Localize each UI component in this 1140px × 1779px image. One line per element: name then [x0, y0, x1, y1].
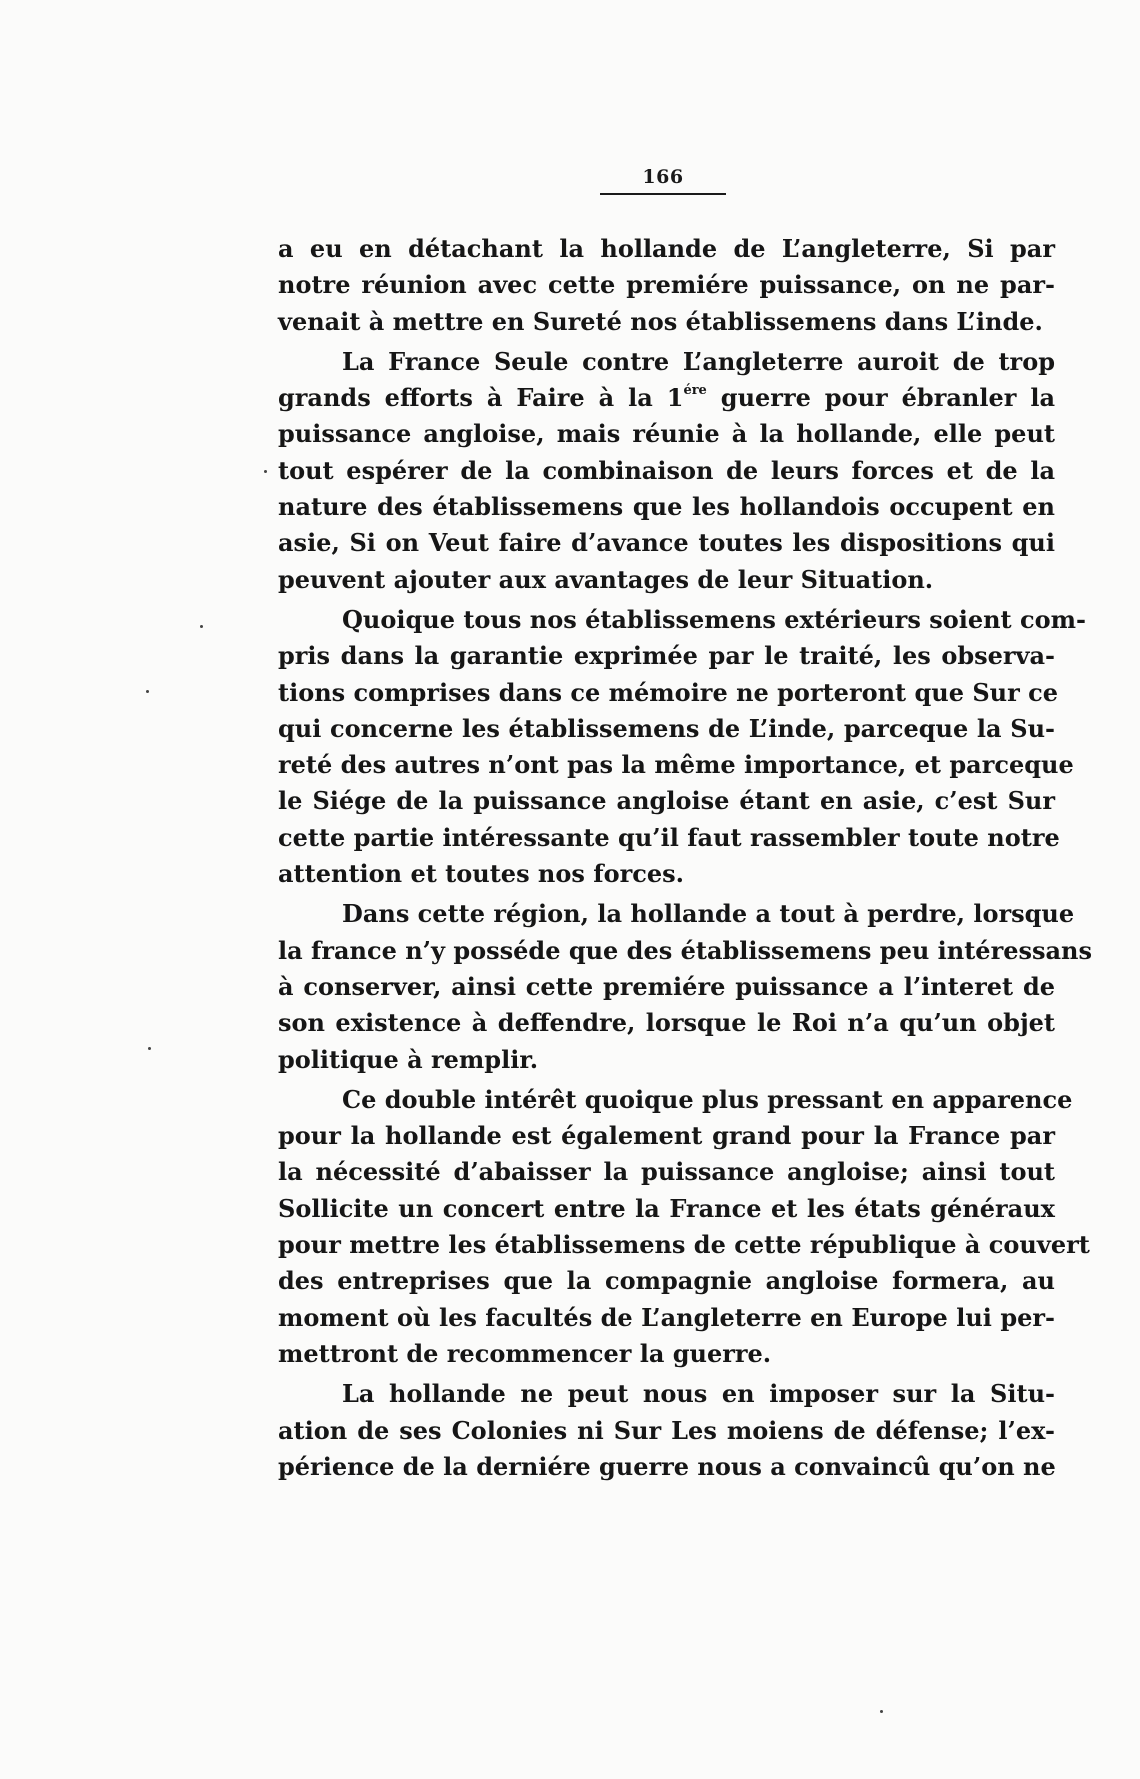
paragraph-2	[278, 344, 1055, 598]
text-segment: puissance angloise, mais réunie à la hollande, elle peut	[278, 419, 1055, 449]
text-line	[278, 562, 1055, 598]
text-line	[278, 344, 1055, 380]
paragraph-5	[278, 1082, 1090, 1372]
text-line: des entreprises que la compagnie angloise formera, au	[278, 1266, 1055, 1296]
page-number: 166	[642, 166, 684, 188]
text-segment: asie, Si on Veut faire d’avance toutes les dispositions qui	[278, 528, 1055, 558]
text-line: Dans cette région, la hollande a tout à perdre, lorsque	[342, 899, 1075, 929]
text-line: Quoique tous nos établissemens extérieurs soient com-	[342, 604, 1086, 634]
paragraph-4	[278, 896, 1093, 1077]
text-line	[278, 380, 1055, 416]
text-line: Ce double intérêt quoique plus pressant en apparence	[342, 1084, 1073, 1114]
text-line: la france n’y posséde que des établissemens peu intéressans	[278, 935, 1093, 965]
superscript-ordinal: ére	[683, 383, 707, 399]
text-line: cette partie intéressante qu’il faut rassembler toute notre	[278, 822, 1060, 852]
text-line: à conserver, ainsi cette premiére puissance a l’interet de	[278, 971, 1055, 1001]
text-line	[278, 489, 1055, 525]
text-line: moment où les facultés de L’angleterre en Europe lui per-	[278, 1302, 1055, 1332]
scan-speck	[880, 1710, 883, 1713]
text-segment: guerre pour ébranler la	[706, 383, 1055, 413]
text-segment: peuvent ajouter aux avantages de leur Situation.	[278, 564, 934, 594]
body-text	[278, 231, 1093, 1489]
text-line: périence de la derniére guerre nous a convaincû qu’on ne	[278, 1451, 1056, 1481]
paragraph-6	[278, 1376, 1055, 1485]
text-segment: tout espérer de la combinaison de leurs forces et de la	[278, 455, 1055, 485]
paragraph-3	[278, 602, 1086, 892]
text-line: tions comprises dans ce mémoire ne porteront que Sur ce	[278, 677, 1058, 707]
scan-speck	[264, 470, 267, 473]
scan-speck	[148, 1047, 151, 1050]
text-line: mettront de recommencer la guerre.	[278, 1338, 772, 1368]
text-line: ation de ses Colonies ni Sur Les moiens de défense; l’ex-	[278, 1415, 1055, 1445]
text-line: La hollande ne peut nous en imposer sur la Situ-	[342, 1379, 1055, 1409]
text-line: pris dans la garantie exprimée par le traité, les observa-	[278, 641, 1055, 671]
text-line: venait à mettre en Sureté nos établissemens dans L’inde.	[278, 306, 1043, 336]
text-line: notre réunion avec cette premiére puissance, on ne par-	[278, 270, 1055, 300]
text-line: Sollicite un concert entre la France et les états généraux	[278, 1193, 1055, 1223]
page-number-rule	[600, 193, 726, 195]
text-line: reté des autres n’ont pas la même importance, et parceque	[278, 750, 1074, 780]
text-line: le Siége de la puissance angloise étant en asie, c’est Sur	[278, 786, 1055, 816]
text-segment: grands efforts à Faire à la 1	[278, 383, 684, 413]
text-line: attention et toutes nos forces.	[278, 859, 684, 889]
text-line	[278, 453, 1055, 489]
text-line: la nécessité d’abaisser la puissance angloise; ainsi tout	[278, 1157, 1055, 1187]
text-line	[278, 416, 1055, 452]
text-line: son existence à deffendre, lorsque le Roi n’a qu’un objet	[278, 1008, 1055, 1038]
text-line: a eu en détachant la hollande de L’angleterre, Si par	[278, 234, 1055, 263]
text-line: pour la hollande est également grand pour la France par	[278, 1121, 1055, 1151]
text-line	[278, 525, 1055, 561]
scan-speck	[200, 625, 203, 628]
text-segment: nature des établissemens que les hollandois occupent en	[278, 492, 1055, 522]
text-line: pour mettre les établissemens de cette république à couvert	[278, 1230, 1090, 1260]
text-line: politique à remplir.	[278, 1044, 539, 1074]
scan-speck	[146, 690, 149, 693]
paragraph-1	[278, 231, 1055, 340]
text-segment: La France Seule contre L’angleterre auroit de trop	[342, 346, 1055, 376]
text-line: qui concerne les établissemens de L’inde, parceque la Su-	[278, 713, 1055, 743]
